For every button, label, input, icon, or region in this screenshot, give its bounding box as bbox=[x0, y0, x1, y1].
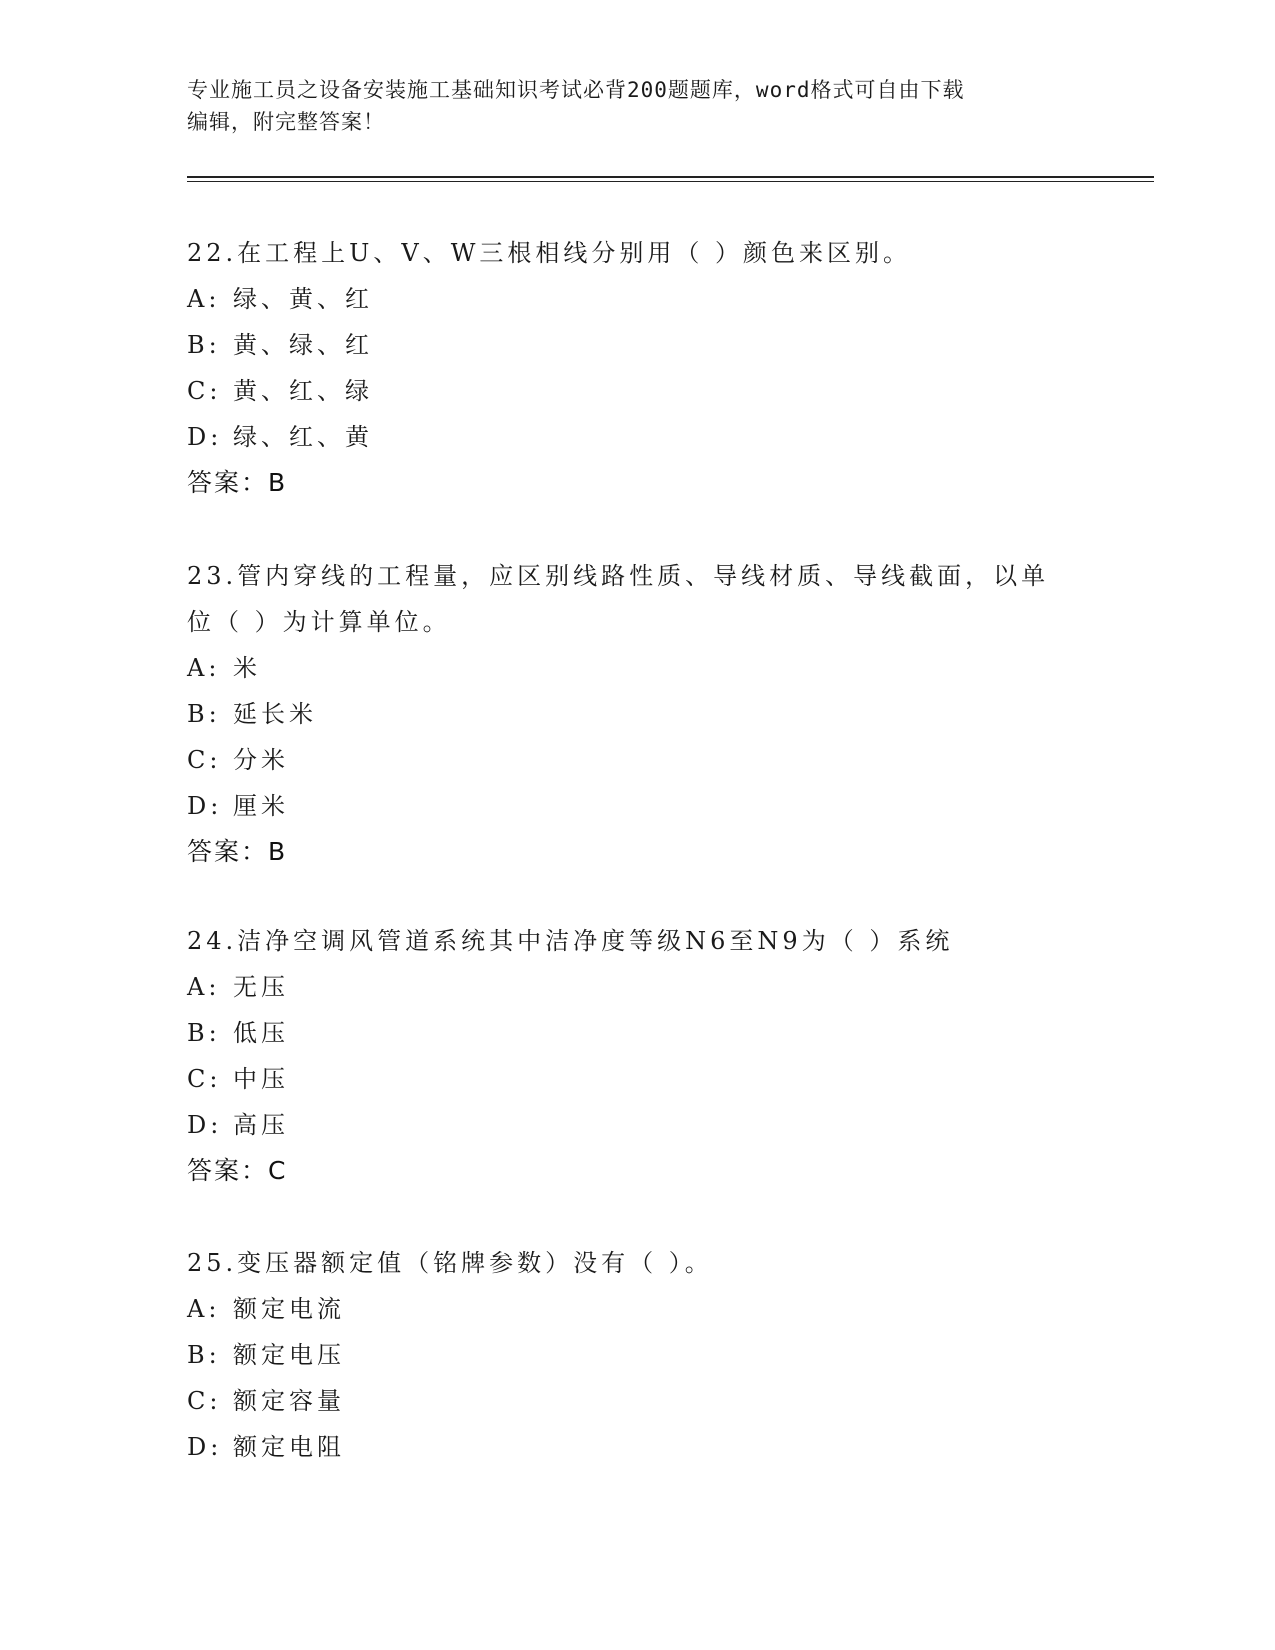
option-text: 绿、红、黄 bbox=[233, 423, 373, 451]
option-a bbox=[187, 964, 1087, 1010]
question-stem-line-1: 23.管内穿线的工程量，应区别线路性质、导线材质、导线截面，以单 bbox=[187, 562, 1050, 590]
option-letter: C: bbox=[187, 1065, 222, 1093]
question-24 bbox=[187, 918, 1087, 1194]
option-text: 额定电流 bbox=[233, 1295, 345, 1323]
answer-text: 答案：B bbox=[187, 468, 288, 497]
option-c bbox=[187, 1056, 1087, 1102]
option-d bbox=[187, 1102, 1087, 1148]
header-line-2: 编辑，附完整答案！ bbox=[187, 110, 385, 134]
option-letter: B: bbox=[187, 1341, 221, 1369]
option-letter: B: bbox=[187, 331, 221, 359]
option-letter: D: bbox=[187, 423, 223, 451]
question-25 bbox=[187, 1240, 1087, 1470]
option-letter: A: bbox=[187, 973, 221, 1001]
question-stem: 22.在工程上U、V、W三根相线分别用（ ）颜色来区别。 bbox=[187, 239, 912, 267]
question-23 bbox=[187, 553, 1087, 875]
option-text: 黄、绿、红 bbox=[233, 331, 373, 359]
option-d bbox=[187, 414, 1087, 460]
option-text: 中压 bbox=[233, 1065, 289, 1093]
option-a bbox=[187, 645, 1087, 691]
option-text: 延长米 bbox=[233, 700, 317, 728]
option-letter: B: bbox=[187, 700, 221, 728]
option-letter: D: bbox=[187, 792, 223, 820]
option-letter: D: bbox=[187, 1111, 223, 1139]
header-divider-thin bbox=[187, 181, 1154, 182]
answer-text: 答案：B bbox=[187, 837, 288, 866]
option-text: 额定电阻 bbox=[233, 1433, 345, 1461]
question-22 bbox=[187, 230, 1087, 506]
option-text: 额定电压 bbox=[233, 1341, 345, 1369]
option-c bbox=[187, 1378, 1087, 1424]
option-text: 黄、红、绿 bbox=[233, 377, 373, 405]
option-a bbox=[187, 276, 1087, 322]
header-line-1: 专业施工员之设备安装施工基础知识考试必背200题题库，word格式可自由下载 bbox=[187, 78, 965, 102]
option-letter: A: bbox=[187, 1295, 221, 1323]
option-d bbox=[187, 1424, 1087, 1470]
option-letter: D: bbox=[187, 1433, 223, 1461]
option-c bbox=[187, 368, 1087, 414]
option-text: 低压 bbox=[233, 1019, 289, 1047]
option-text: 高压 bbox=[233, 1111, 289, 1139]
option-b bbox=[187, 1010, 1087, 1056]
option-text: 额定容量 bbox=[233, 1387, 345, 1415]
question-stem-line-2: 位（ ）为计算单位。 bbox=[187, 608, 451, 636]
question-stem: 25.变压器额定值（铭牌参数）没有（ ）。 bbox=[187, 1249, 713, 1277]
document-header bbox=[187, 74, 1087, 138]
option-letter: B: bbox=[187, 1019, 221, 1047]
option-letter: C: bbox=[187, 377, 222, 405]
option-d bbox=[187, 783, 1087, 829]
option-text: 厘米 bbox=[233, 792, 289, 820]
option-letter: C: bbox=[187, 1387, 222, 1415]
answer-text: 答案：C bbox=[187, 1156, 288, 1185]
option-text: 绿、黄、红 bbox=[233, 285, 373, 313]
option-b bbox=[187, 1332, 1087, 1378]
header-divider-thick bbox=[187, 176, 1154, 178]
option-letter: A: bbox=[187, 654, 221, 682]
option-letter: C: bbox=[187, 746, 222, 774]
question-stem: 24.洁净空调风管道系统其中洁净度等级N6至N9为（ ）系统 bbox=[187, 927, 954, 955]
option-text: 无压 bbox=[233, 973, 289, 1001]
option-b bbox=[187, 691, 1087, 737]
option-a bbox=[187, 1286, 1087, 1332]
option-letter: A: bbox=[187, 285, 221, 313]
option-text: 分米 bbox=[233, 746, 289, 774]
option-b bbox=[187, 322, 1087, 368]
option-text: 米 bbox=[233, 654, 261, 682]
option-c bbox=[187, 737, 1087, 783]
